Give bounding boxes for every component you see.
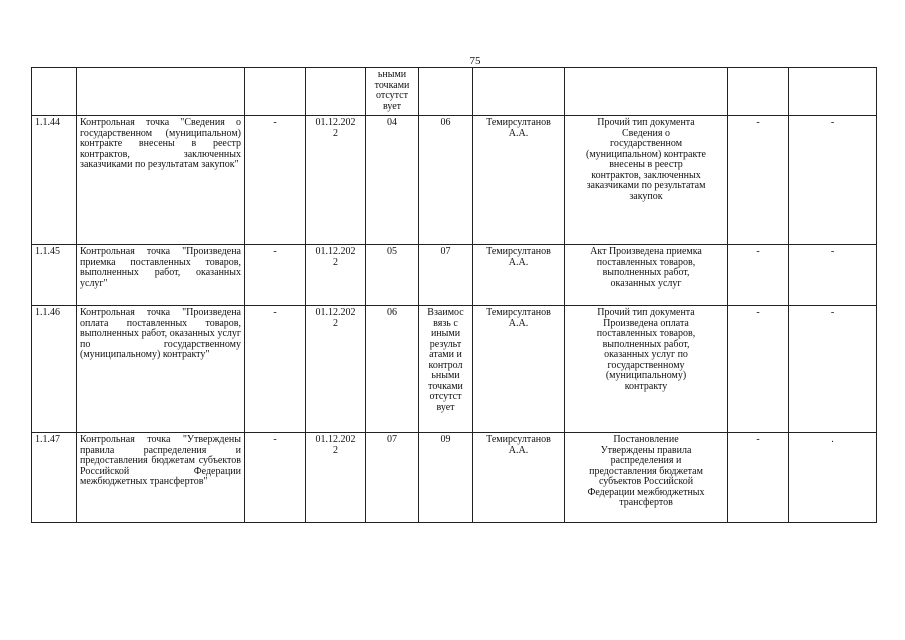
base-value: - [245, 116, 306, 245]
predecessor: 06 [419, 116, 473, 245]
table-row [32, 433, 877, 523]
base-value: - [245, 245, 306, 306]
control-point-name: Контрольная точка "Произведена приемка поставленных товаров, выполненных работ, оказанных услуг" [77, 245, 245, 306]
table-cell [728, 68, 789, 116]
table-cell [473, 68, 565, 116]
table-cell [245, 68, 306, 116]
extra-col-1: - [728, 245, 789, 306]
table-cell [366, 68, 419, 116]
due-date: 01.12.202 2 [306, 306, 366, 433]
control-point-name: Контрольная точка "Утверждены правила распределения и предоставления бюджетам субъектов Российской Федерации межбюджетных трансфертов" [77, 433, 245, 523]
table-cell [306, 68, 366, 116]
table-cell [419, 68, 473, 116]
table-cell [32, 68, 77, 116]
due-date: 01.12.202 2 [306, 245, 366, 306]
control-points-table [31, 67, 877, 523]
row-number: 1.1.47 [32, 433, 77, 523]
responsible-person: Темирсултанов А.А. [473, 245, 565, 306]
predecessor: Взаимос вязь с иными результ атами и контрол ьными точками отсутст вует [419, 306, 473, 433]
point-code: 07 [366, 433, 419, 523]
row-number: 1.1.45 [32, 245, 77, 306]
base-value: - [245, 433, 306, 523]
document-description: Акт Произведена приемка поставленных товаров, выполненных работ, оказанных услуг [565, 245, 728, 306]
extra-col-1: - [728, 306, 789, 433]
extra-col-2: . [789, 433, 877, 523]
extra-col-2: - [789, 116, 877, 245]
table-cell [565, 68, 728, 116]
table-row [32, 245, 877, 306]
table-row [32, 116, 877, 245]
page-number: 75 [469, 55, 481, 67]
carryover-text: ьными точками отсутст вует [374, 70, 410, 112]
responsible-person: Темирсултанов А.А. [473, 116, 565, 245]
extra-col-1: - [728, 433, 789, 523]
point-code: 05 [366, 245, 419, 306]
responsible-person: Темирсултанов А.А. [473, 306, 565, 433]
control-point-name: Контрольная точка "Произведена оплата поставленных товаров, выполненных работ, оказанных услуг по государственному (муниципальному) контракту" [77, 306, 245, 433]
due-date: 01.12.202 2 [306, 433, 366, 523]
point-code: 04 [366, 116, 419, 245]
predecessor: 09 [419, 433, 473, 523]
control-point-name: Контрольная точка "Сведения о государственном (муниципальном) контракте внесены в реестр контрактов, заключенных заказчиками по результатам закупок" [77, 116, 245, 245]
row-number: 1.1.46 [32, 306, 77, 433]
extra-col-1: - [728, 116, 789, 245]
responsible-person: Темирсултанов А.А. [473, 433, 565, 523]
table-cell [789, 68, 877, 116]
document-description: Прочий тип документа Произведена оплата поставленных товаров, выполненных работ, оказанных услуг по государственному (муниципальному) контракту [565, 306, 728, 433]
predecessor: 07 [419, 245, 473, 306]
point-code: 06 [366, 306, 419, 433]
document-description: Постановление Утверждены правила распределения и предоставления бюджетам субъектов Российской Федерации межбюджетных трансфертов [565, 433, 728, 523]
due-date: 01.12.202 2 [306, 116, 366, 245]
row-number: 1.1.44 [32, 116, 77, 245]
document-description: Прочий тип документа Сведения о государственном (муниципальном) контракте внесены в реестр контрактов, заключенных заказчиками по результатам закупок [565, 116, 728, 245]
table-cell [77, 68, 245, 116]
base-value: - [245, 306, 306, 433]
extra-col-2: - [789, 245, 877, 306]
table-row [32, 306, 877, 433]
table-row-carryover [32, 68, 877, 116]
extra-col-2: - [789, 306, 877, 433]
